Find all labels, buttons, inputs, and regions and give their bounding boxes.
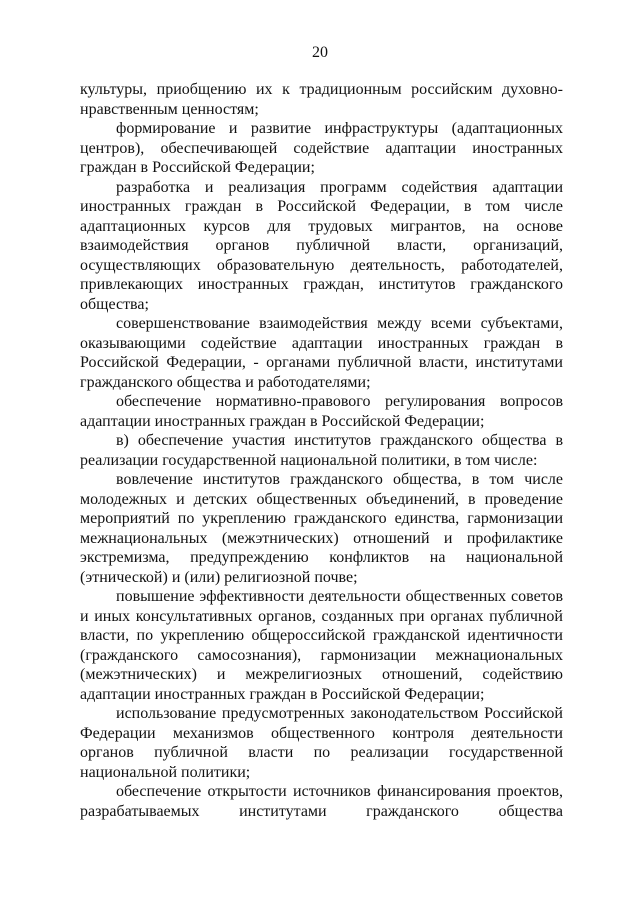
paragraph-5: обеспечение нормативно-правового регулирования вопросов адаптации иностранных граждан в Российской Федерации; <box>80 393 563 430</box>
paragraph-9: использование предусмотренных законодательством Российской Федерации механизмов общественного контроля деятельности органов публичной власти по реализации государственной национальной политики; <box>80 705 563 781</box>
paragraph-1: культуры, приобщению их к традиционным российским духовно-нравственным ценностям; <box>80 81 563 118</box>
paragraph-7: вовлечение институтов гражданского общества, в том числе молодежных и детских общественных объединений, в проведение мероприятий по укреплению гражданского единства, гармонизации межнациональных (межэтнических) отношений и профилактике экстремизма, предупреждению конфликтов на национальной (этнической) и (или) религиозной почве; <box>80 471 563 586</box>
document-body <box>80 80 563 821</box>
paragraph-4: совершенствование взаимодействия между всеми субъектами, оказывающими содействие адаптации иностранных граждан в Российской Федерации, - органами публичной власти, институтами гражданского общества и работодателями; <box>80 315 563 391</box>
paragraph-2: формирование и развитие инфраструктуры (адаптационных центров), обеспечивающей содействие адаптации иностранных граждан в Российской Федерации; <box>80 120 563 176</box>
paragraph-6: в) обеспечение участия институтов гражданского общества в реализации государственной национальной политики, в том числе: <box>80 432 563 469</box>
paragraph-10: обеспечение открытости источников финансирования проектов, разрабатываемых институтами гражданского общества <box>80 783 563 820</box>
page-number: 20 <box>312 44 328 61</box>
paragraph-3: разработка и реализация программ содействия адаптации иностранных граждан в Российской Федерации, в том числе адаптационных курсов для трудовых мигрантов, на основе взаимодействия органов публичной власти, организаций, осуществляющих образовательную деятельность, работодателей, привлекающих иностранных граждан, институтов гражданского общества; <box>80 178 563 313</box>
paragraph-8: повышение эффективности деятельности общественных советов и иных консультативных органов, созданных при органах публичной власти, по укреплению общероссийской гражданской идентичности (гражданского самосознания), гармонизации межнациональных (межэтнических) и межрелигиозных отношений, содействию адаптации иностранных граждан в Российской Федерации; <box>80 588 563 703</box>
